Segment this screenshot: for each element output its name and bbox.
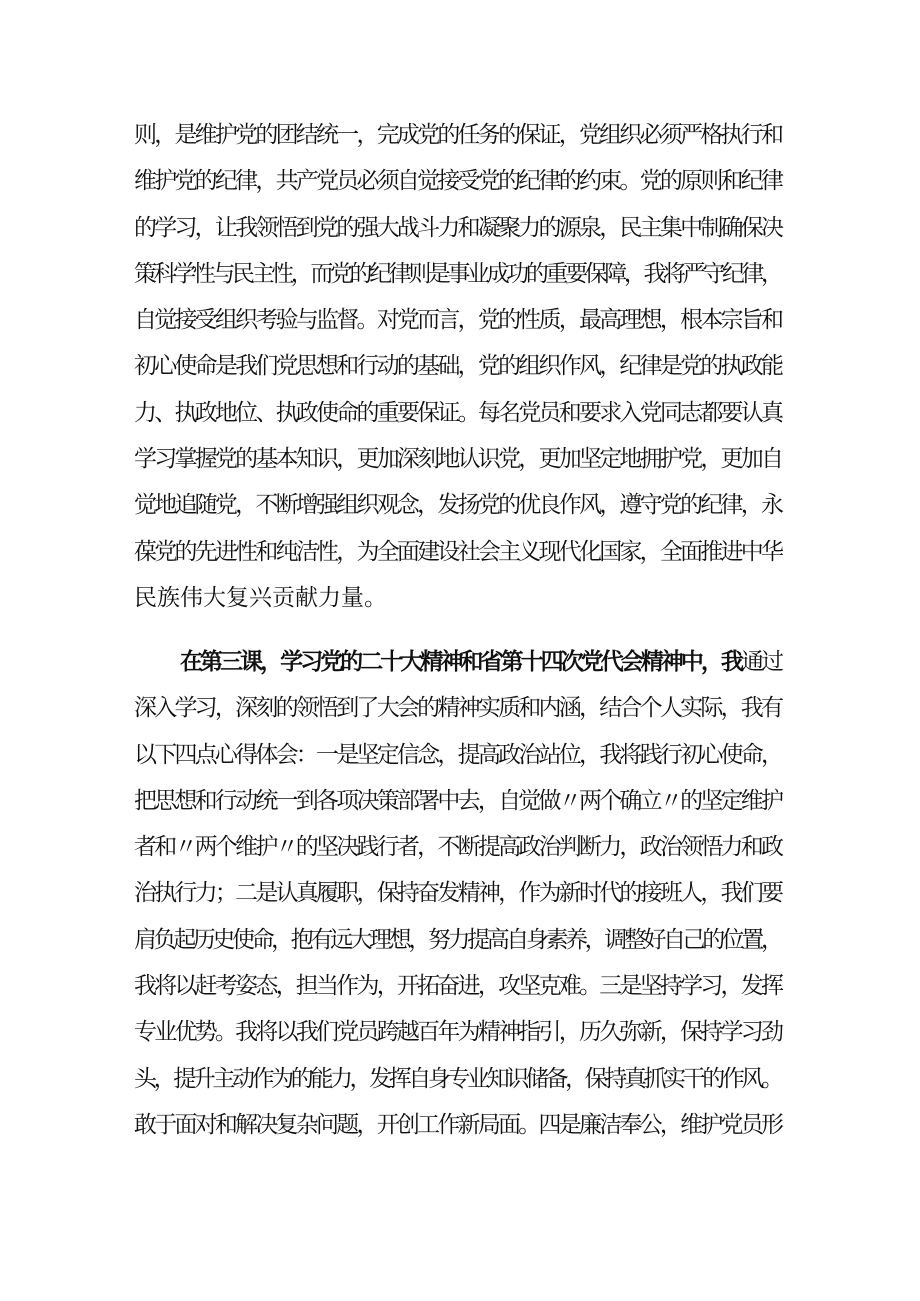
text-line: 学习掌握党的基本知识，更加深刻地认识党，更加坚定地拥护党，更加自 bbox=[134, 446, 782, 473]
text-line: 深入学习，深刻的领悟到了大会的精神实质和内涵，结合个人实际，我有 bbox=[134, 695, 782, 722]
text-line: 则，是维护党的团结统一，完成党的任务的保证，党组织必须严格执行和 bbox=[134, 122, 782, 148]
text-line: 觉地追随党，不断增强组织观念，发扬党的优良作风，遵守党的纪律，永 bbox=[134, 492, 782, 519]
text-line: 自觉接受组织考验与监督。对党而言，党的性质，最高理想，根本宗旨和 bbox=[134, 307, 782, 334]
lead-text-rest: 通过 bbox=[740, 649, 782, 675]
text-line: 专业优势。我将以我们党员跨越百年为精神指引，历久弥新，保持学习劲 bbox=[134, 1019, 782, 1046]
text-line: 葆党的先进性和纯洁性，为全面建设社会主义现代化国家，全面推进中华 bbox=[134, 538, 782, 565]
text-line: 头，提升主动作为的能力，发挥自身专业知识储备，保持真抓实干的作风。 bbox=[134, 1065, 781, 1092]
text-line: 力、执政地位、执政使命的重要保证。每名党员和要求入党同志都要认真 bbox=[134, 399, 782, 426]
text-line: 民族伟大复兴贡献力量。 bbox=[134, 584, 387, 611]
text-line: 以下四点心得体会：一是坚定信念，提高政治站位，我将践行初心使命， bbox=[134, 741, 782, 768]
text-line: 把思想和行动统一到各项决策部署中去，自觉做〃两个确立〃的坚定维护 bbox=[134, 787, 782, 814]
text-line: 初心使命是我们党思想和行动的基础，党的组织作风，纪律是党的执政能 bbox=[134, 353, 782, 380]
text-line: 者和〃两个维护〃的坚决践行者，不断提高政治判断力，政治领悟力和政 bbox=[134, 834, 782, 861]
paragraph-first-line bbox=[134, 639, 784, 685]
text-line: 敢于面对和解决复杂问题，开创工作新局面。四是廉洁奉公，维护党员形 bbox=[134, 1111, 782, 1138]
text-line: 策科学性与民主性，而党的纪律则是事业成功的重要保障，我将严守纪律， bbox=[134, 260, 781, 287]
text-line: 肩负起历史使命，抱有远大理想，努力提高自身素养，调整好自己的位置， bbox=[134, 926, 781, 953]
text-line: 治执行力；二是认真履职，保持奋发精神，作为新时代的接班人，我们要 bbox=[134, 880, 782, 907]
paragraph-discipline bbox=[134, 112, 784, 621]
bold-lead-text: 在第三课，学习党的二十大精神和省第十四次党代会精神中，我 bbox=[180, 649, 741, 675]
text-line: 维护党的纪律，共产党员必须自觉接受党的纪律的约束。党的原则和纪律 bbox=[134, 168, 782, 195]
paragraph-third-lesson bbox=[134, 639, 784, 1148]
text-line: 我将以赶考姿态，担当作为，开拓奋进，攻坚克难。三是坚持学习，发挥 bbox=[134, 973, 782, 1000]
text-line: 的学习，让我领悟到党的强大战斗力和凝聚力的源泉，民主集中制确保决 bbox=[134, 214, 782, 241]
